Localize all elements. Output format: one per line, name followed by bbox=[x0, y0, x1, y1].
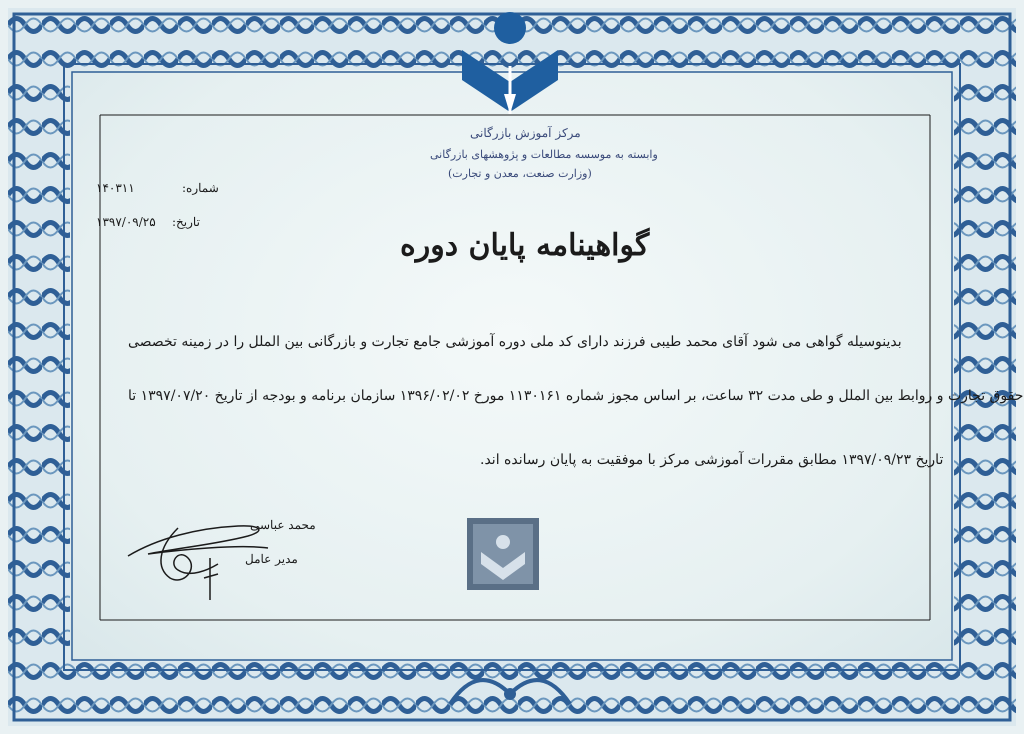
hologram-seal-icon bbox=[467, 518, 539, 590]
organization-name: مرکز آموزش بازرگانی bbox=[470, 126, 581, 140]
organization-affiliation: وابسته به موسسه مطالعات و پژوهشهای بازرگانی bbox=[430, 148, 658, 161]
signatory-role: مدیر عامل bbox=[245, 552, 298, 566]
date-label: تاریخ: bbox=[172, 215, 200, 229]
organization-ministry: (وزارت صنعت، معدن و تجارت) bbox=[448, 167, 592, 180]
signatory-name: محمد عباسی bbox=[250, 518, 316, 532]
certificate-title: گواهینامه پایان دوره bbox=[400, 228, 650, 263]
body-line-1: بدینوسیله گواهی می شود آقای محمد طیبی فرزند دارای کد ملی دوره آموزشی جامع تجارت و بازرگانی بین الملل را در زمینه تخصصی bbox=[128, 334, 902, 350]
bottom-ornament-icon bbox=[440, 664, 580, 712]
institution-logo-icon bbox=[458, 10, 562, 120]
number-label: شماره: bbox=[182, 181, 219, 195]
body-line-2: حقوق تجارت و روابط بین الملل و طی مدت ۳۲ ساعت، بر اساس مجوز شماره ۱۱۳۰۱۶۱ مورخ ۱۳۹۶/۰۲/۰۲ سازمان برنامه و بودجه از تاریخ ۱۳۹۷/۰۷/۲۰ تا bbox=[128, 388, 1024, 404]
body-line-3: تاریخ ۱۳۹۷/۰۹/۲۳ مطابق مقررات آموزشی مرکز با موفقیت به پایان رسانده اند. bbox=[480, 452, 944, 468]
number-value: ۱۴۰۳۱۱ bbox=[96, 181, 135, 195]
date-value: ۱۳۹۷/۰۹/۲۵ bbox=[96, 215, 156, 229]
